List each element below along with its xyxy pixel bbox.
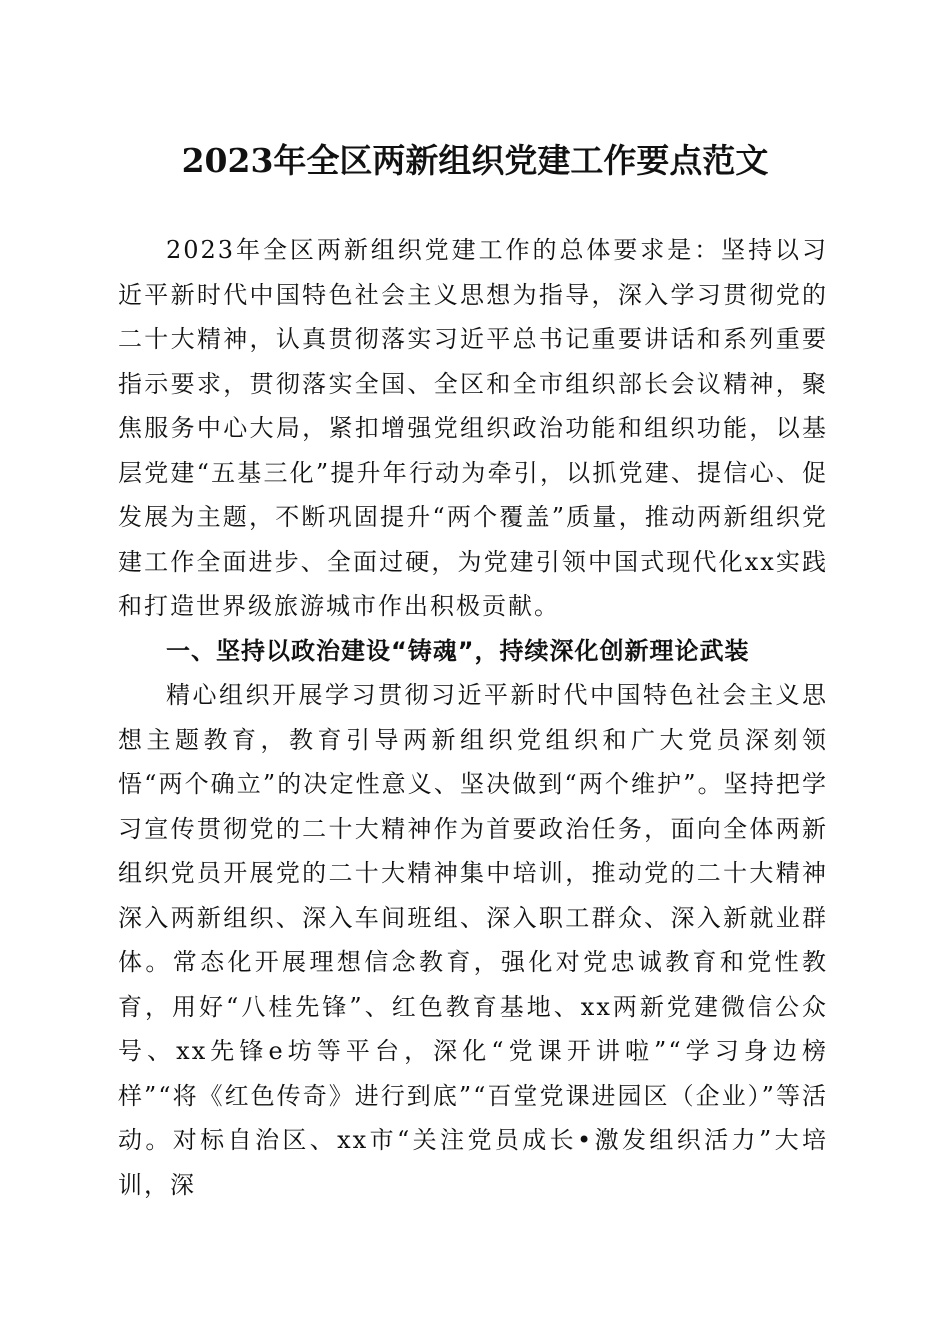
document-body: [118, 228, 828, 1207]
intro-paragraph: 2023年全区两新组织党建工作的总体要求是：坚持以习近平新时代中国特色社会主义思想为指导，深入学习贯彻党的二十大精神，认真贯彻落实习近平总书记重要讲话和系列重要指示要求，贯彻落实全国、全区和全市组织部长会议精神，聚焦服务中心大局，紧扣增强党组织政治功能和组织功能，以基层党建“五基三化”提升年行动为牵引，以抓党建、提信心、促发展为主题，不断巩固提升“两个覆盖”质量，推动两新组织党建工作全面进步、全面过硬，为党建引领中国式现代化xx实践和打造世界级旅游城市作出积极贡献。: [118, 236, 828, 620]
section-paragraph: 精心组织开展学习贯彻习近平新时代中国特色社会主义思想主题教育，教育引导两新组织党组织和广大党员深刻领悟“两个确立”的决定性意义、坚决做到“两个维护”。坚持把学习宣传贯彻党的二十大精神作为首要政治任务，面向全体两新组织党员开展党的二十大精神集中培训，推动党的二十大精神深入两新组织、深入车间班组、深入职工群众、深入新就业群体。常态化开展理想信念教育，强化对党忠诚教育和党性教育，用好“八桂先锋”、红色教育基地、xx两新党建微信公众号、xx先锋e坊等平台，深化“党课开讲啦”“学习身边榜样”“将《红色传奇》进行到底”“百堂党课进园区（企业）”等活动。对标自治区、xx市“关注党员成长•激发组织活力”大培训，深: [118, 681, 828, 1199]
section-heading: 一、坚持以政治建设“铸魂”，持续深化创新理论武装: [166, 636, 750, 665]
document-title: 2023年全区两新组织党建工作要点范文: [181, 141, 769, 180]
